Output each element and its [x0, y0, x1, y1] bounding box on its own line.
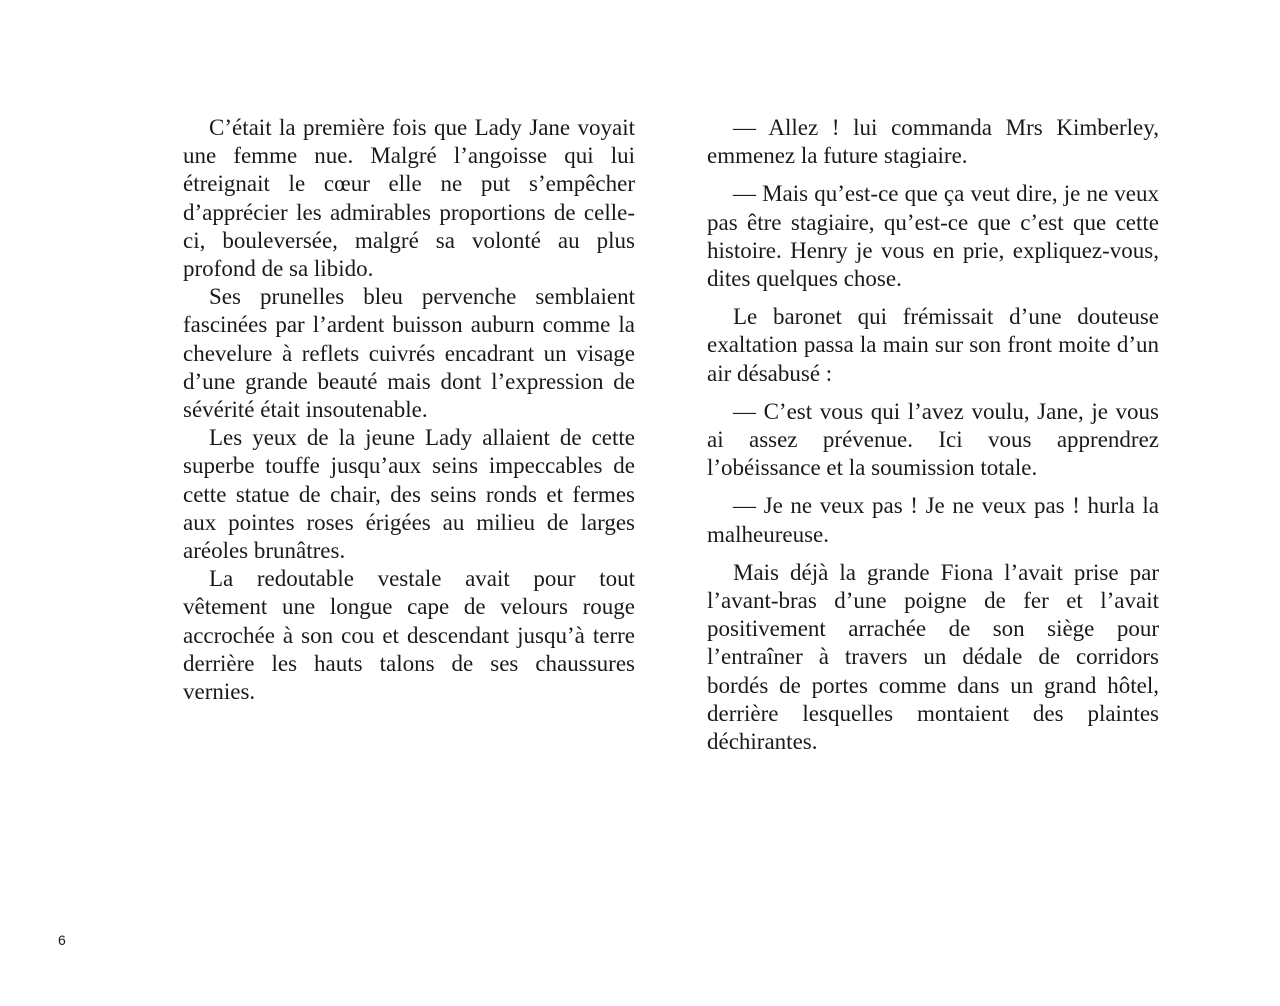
- paragraph: C’était la première fois que Lady Jane voyait une femme nue. Malgré l’angoisse qui lui étreignait le cœur elle ne put s’empêcher d’apprécier les admirables proportions de celle-ci, bouleversée, malgré sa volonté au plus profond de sa libido.: [183, 115, 635, 282]
- paragraph: Le baronet qui frémissait d’une douteuse exaltation passa la main sur son front moite d’un air désabusé :: [707, 304, 1159, 386]
- page-number: 6: [58, 932, 66, 948]
- paragraph: — Mais qu’est-ce que ça veut dire, je ne veux pas être stagiaire, qu’est-ce que c’est que cette histoire. Henry je vous en prie, expliquez-vous, dites quelques chose.: [707, 181, 1159, 292]
- left-text-column: [183, 114, 635, 706]
- paragraph: La redoutable vestale avait pour tout vêtement une longue cape de velours rouge accrochée à son cou et descendant jusqu’à terre derrière les hauts talons de ses chaussures vernies.: [183, 566, 635, 705]
- paragraph: — Je ne veux pas ! Je ne veux pas ! hurla la malheureuse.: [707, 493, 1159, 547]
- paragraph: Les yeux de la jeune Lady allaient de cette superbe touffe jusqu’aux seins impeccables de cette statue de chair, des seins ronds et fermes aux pointes roses érigées au milieu de larges aréoles brunâtres.: [183, 425, 635, 564]
- paragraph: — Allez ! lui commanda Mrs Kimberley, emmenez la future stagiaire.: [707, 115, 1159, 169]
- paragraph: — C’est vous qui l’avez voulu, Jane, je vous ai assez prévenue. Ici vous apprendrez l’obéissance et la soumission totale.: [707, 398, 1159, 481]
- paragraph: Ses prunelles bleu pervenche semblaient fascinées par l’ardent buisson auburn comme la chevelure à reflets cuivrés encadrant un visage d’une grande beauté mais dont l’expression de sévérité était insoutenable.: [183, 284, 635, 423]
- right-text-column: [707, 114, 1159, 756]
- paragraph: Mais déjà la grande Fiona l’avait prise par l’avant-bras d’une poigne de fer et l’avait positivement arrachée de son siège pour l’entraîner à travers un dédale de corridors bordés de portes comme dans un grand hôtel, derrière lesquelles montaient des plaintes déchirantes.: [707, 559, 1159, 755]
